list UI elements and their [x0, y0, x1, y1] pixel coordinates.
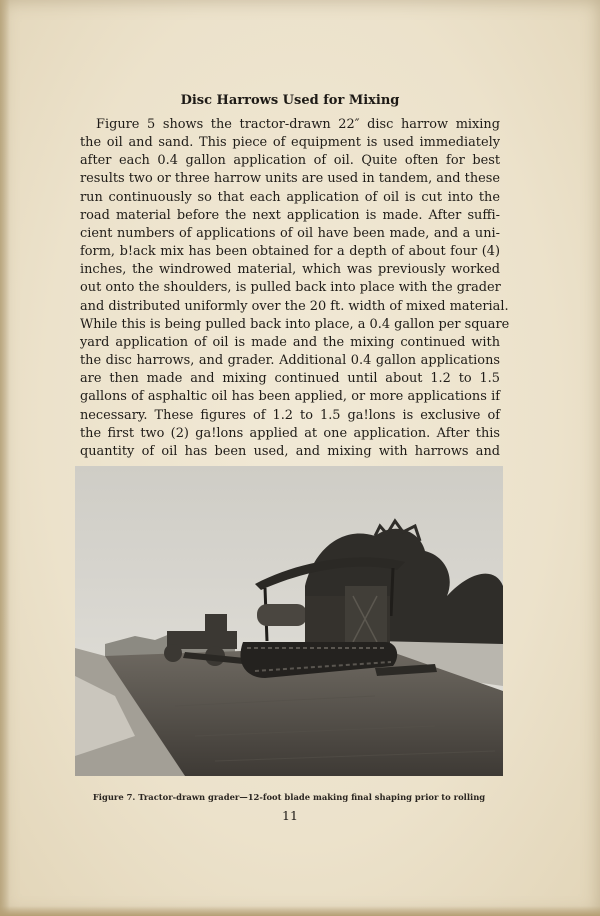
body-paragraph [80, 116, 510, 461]
page-number: 11 [282, 808, 298, 823]
text-line: gallons of asphaltic oil has been applied, or more applications if [80, 389, 500, 405]
text-line: inches, the windrowed material, which was previously worked [80, 262, 500, 278]
section-heading: Disc Harrows Used for Mixing [180, 93, 400, 108]
figure-caption: Figure 7. Tractor-drawn grader—12-foot blade making final shaping prior to rolling [92, 792, 486, 802]
page-bottom-shadow [0, 906, 600, 916]
text-line: run continuously so that each application of oil is cut into the [80, 189, 500, 205]
text-line: are then made and mixing continued until about 1.2 to 1.5 [80, 371, 500, 387]
text-line: yard application of oil is made and the mixing continued with [80, 334, 500, 350]
text-line: Figure 5 shows the tractor-drawn 22″ disc harrow mixing [96, 117, 500, 132]
text-line: out onto the shoulders, is pulled back into place with the grader [80, 280, 501, 296]
text-line: While this is being pulled back into place, a 0.4 gallon per square [80, 316, 510, 332]
tractor-grader-photo [75, 466, 503, 776]
text-line: the oil and sand. This piece of equipment is used immediately [80, 135, 500, 151]
text-line: necessary. These figures of 1.2 to 1.5 ga!lons is exclusive of [80, 407, 500, 423]
text-line: results two or three harrow units are used in tandem, and these [80, 171, 500, 187]
text-line: road material before the next application is made. After suffi- [80, 207, 500, 223]
text-line: the first two (2) ga!lons applied at one application. After this [80, 425, 500, 441]
text-line: after each 0.4 gallon application of oil. Quite often for best [80, 153, 500, 169]
page-edge-shadow [0, 0, 10, 916]
text-line: and distributed uniformly over the 20 ft. width of mixed material. [80, 298, 509, 314]
text-line: form, b!ack mix has been obtained for a depth of about four (4) [80, 244, 500, 260]
text-line: the disc harrows, and grader. Additional 0.4 gallon applications [80, 353, 500, 369]
text-line: cient numbers of applications of oil have been made, and a uni- [80, 225, 500, 241]
text-line: quantity of oil has been used, and mixing with harrows and [80, 443, 500, 459]
